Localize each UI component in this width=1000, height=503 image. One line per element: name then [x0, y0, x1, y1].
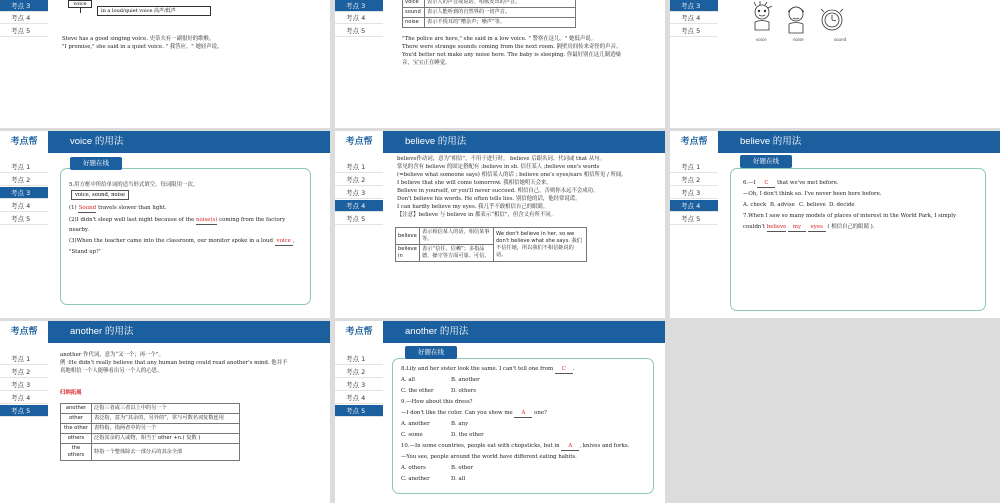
table-cell: 表特指，指两者中的另一个: [92, 424, 240, 434]
table-cell: noise: [403, 18, 425, 28]
example-line-4: 音，宝宝正在睡觉。: [402, 60, 451, 66]
sidebar: [670, 0, 718, 128]
body-line-4: I believe that she will come tomorrow. 我相信她明天会来。: [397, 180, 552, 186]
nav-item-2[interactable]: 考点 2: [670, 174, 718, 186]
example-line-1: "The police are here," she said in a low voice. " 警察在这儿。" 她低声说。: [402, 36, 597, 42]
example-line-2: There were strange sounds coming from the next room. 隔壁房间传来奇怪的声音。: [402, 44, 622, 50]
table-row: [403, 18, 576, 28]
table-row: [61, 424, 240, 434]
page-title: another 的用法: [383, 321, 665, 343]
option-b: B. advise: [770, 202, 795, 208]
text: —I don't like the color. Can you show me: [401, 410, 515, 416]
question-9: 9.—How about this dress?: [401, 399, 473, 405]
child-icon: [754, 1, 772, 30]
answer-line-3b: "Stand up!": [69, 249, 101, 255]
option-c: C. another: [401, 476, 430, 482]
table-row: [61, 414, 240, 424]
option-a: A. check: [743, 202, 767, 208]
answer-blank: believe: [767, 223, 787, 232]
question-9-reply: [401, 409, 547, 418]
table-cell: We don't believe in her, so we don't believe what she says. 我们不信任她，所以我们不相信她说的话。: [494, 228, 587, 262]
answer-blank: A: [514, 409, 532, 418]
brand-logo: 考点帮: [0, 321, 48, 343]
picture-label-noise: noise: [793, 37, 804, 42]
text: (1): [69, 205, 79, 211]
text: couldn't: [743, 224, 767, 230]
slide-another-usage: [0, 321, 330, 503]
nav-item-2[interactable]: 考点 2: [0, 174, 48, 186]
nav-item-3[interactable]: 考点 3: [335, 379, 383, 391]
table-cell: 表示相信某人的话，相信某事等。: [420, 228, 494, 245]
answer-line-1: [69, 204, 167, 213]
answer-blank: voice: [275, 237, 293, 246]
nav-item-1[interactable]: 考点 1: [335, 161, 383, 173]
text: that we've met before.: [775, 180, 839, 186]
body-line-7: I can hardly believe my eyes. 我几乎不敢相信自己的眼睛。: [397, 204, 549, 210]
slide-voice-practice: [0, 131, 330, 318]
nav-item-4[interactable]: 考点 4: [0, 392, 48, 404]
nav-item-4[interactable]: 考点 4: [335, 392, 383, 404]
question-10: [401, 442, 629, 451]
answer-blank: my: [788, 223, 806, 232]
text: ,: [292, 238, 295, 244]
text: 6.—I: [743, 180, 758, 186]
nav-item-5[interactable]: 考点 5: [335, 213, 383, 225]
concept-box-phrase: [97, 6, 211, 16]
brand-logo: 考点帮: [0, 131, 48, 153]
answer-line-2: [69, 216, 285, 225]
sidebar: [0, 353, 48, 503]
connector-line: [80, 8, 81, 13]
table-cell: 表示人的声音或说话、唱歌发出的声音。: [425, 0, 576, 8]
table-cell: another: [61, 404, 92, 414]
table-cell: the other: [61, 424, 92, 434]
option-d: D. all: [451, 476, 466, 482]
slide-another-practice: [335, 321, 665, 503]
option-d: D. decide: [829, 202, 855, 208]
option-c: C. some: [401, 432, 423, 438]
nav-item-4[interactable]: 考点 4: [670, 200, 718, 212]
text: travels slower than light.: [96, 205, 167, 211]
table-cell: sound: [403, 8, 425, 18]
question-prompt: 5.用方框中所给单词的适当形式填空。每词限用一次。: [69, 182, 199, 188]
nav-item-2[interactable]: 考点 2: [335, 366, 383, 378]
page-title: believe 的用法: [718, 131, 1000, 153]
text: 8.Lily and her sister look the same. I can't tell one from: [401, 366, 555, 372]
table-row: [396, 228, 587, 245]
example-line-1: Steve has a good singing voice. 史蒂夫有一副很好的歌喉。: [62, 36, 215, 42]
page-title: another 的用法: [48, 321, 330, 343]
sidebar: [0, 161, 48, 318]
nav-item-1[interactable]: 考点 1: [0, 353, 48, 365]
nav-item-5[interactable]: 考点 5: [670, 25, 718, 37]
nav-item-4[interactable]: 考点 4: [0, 12, 48, 24]
table-cell: the others: [61, 444, 92, 461]
nav-item-5[interactable]: 考点 5: [335, 405, 383, 417]
option-a: A. all: [401, 377, 415, 383]
practice-tag: 好题在线: [740, 155, 792, 168]
answer-blank: A: [561, 442, 579, 451]
body-line-1: another 作代词，意为“又一个；再一个”。: [60, 352, 165, 358]
alarm-clock-icon: [821, 9, 843, 30]
body-line-2: 常见的含有 believe 的固定搭配有 :believe in sb. 信任某人 ;believe one's words: [397, 164, 600, 170]
word-list: voice, sound, noise: [75, 192, 125, 198]
body-line-3: 真地相信一个人能够看出另一个人的心思。: [60, 368, 163, 374]
nav-item-3[interactable]: 考点 3: [0, 0, 48, 12]
option-c: C. the other: [401, 388, 434, 394]
sidebar: [335, 161, 383, 318]
question-7: 7.When I saw so many models of places of interest in the World Park, I simply: [743, 213, 956, 219]
concept-word: voice: [73, 1, 87, 7]
nav-item-4[interactable]: 考点 4: [0, 200, 48, 212]
page-title: voice 的用法: [48, 131, 330, 153]
body-line-1: believe作动词，意为“相信”，不用于进行时。 believe 后跟名词、代词或 that 从句。: [397, 156, 605, 162]
believe-table: [395, 227, 587, 262]
brand-logo: 考点帮: [670, 131, 718, 153]
practice-tag: 好题在线: [70, 157, 122, 170]
page-title: believe 的用法: [383, 131, 665, 153]
option-d: D. others: [451, 388, 476, 394]
question-10-reply: —You see, people around the world have different eating habits.: [401, 454, 577, 460]
option-b: B. any: [451, 421, 469, 427]
nav-item-1[interactable]: 考点 1: [335, 353, 383, 365]
nav-item-4[interactable]: 考点 4: [670, 12, 718, 24]
another-table: [60, 403, 240, 461]
answer-blank: noise(s): [196, 216, 217, 225]
concept-box-voice: [68, 0, 92, 8]
table-cell: 特指一个整体除去一部分后的其余全部: [92, 444, 240, 461]
text: ( 相信自己的眼睛 ).: [825, 224, 875, 230]
body-line-6: Don't believe his words. He often tells lies. 别信他的话，他经常说谎。: [397, 196, 581, 202]
table-row: [403, 0, 576, 8]
table-cell: 表示不悦耳的“嘈杂声；噪声”等。: [425, 18, 576, 28]
example-line-3: You'd better not make any noise here. The baby is sleeping. 你最好别在这儿制造噪: [402, 52, 621, 58]
table-cell: 表示人能听到的自然界的一切声音。: [425, 8, 576, 18]
nav-item-4[interactable]: 考点 4: [335, 12, 383, 24]
text: , knives and forks.: [579, 443, 630, 449]
nav-item-5[interactable]: 考点 5: [335, 25, 383, 37]
nav-item-3[interactable]: 考点 3: [0, 379, 48, 391]
answer-line-3: [69, 237, 294, 246]
nav-item-5[interactable]: 考点 5: [670, 213, 718, 225]
answer-blank: C: [757, 179, 775, 188]
table-row: [403, 8, 576, 18]
option-a: A. another: [401, 421, 430, 427]
table-row: [61, 434, 240, 444]
nav-item-3[interactable]: 考点 3: [335, 187, 383, 199]
answer-line-2b: nearby.: [69, 227, 89, 233]
nav-item-1[interactable]: 考点 1: [0, 161, 48, 173]
text: .: [572, 366, 575, 372]
nav-item-3[interactable]: 考点 3: [335, 0, 383, 12]
table-cell: believe in: [396, 245, 420, 262]
woman-icon: [788, 7, 804, 33]
option-d: D. the other: [451, 432, 484, 438]
answer-blank: C: [555, 365, 573, 374]
question-7-answer: [743, 223, 875, 232]
compare-table: [402, 0, 576, 28]
example-line-2: "I promise," she said in a quiet voice. " 我答应。" 她轻声说。: [62, 44, 223, 50]
nav-item-1[interactable]: 考点 1: [670, 161, 718, 173]
option-b: B. another: [451, 377, 480, 383]
body-line-2: 例 :He didn't really believe that any human being could read another's mind. 他并不: [60, 360, 288, 366]
text: coming from the factory: [217, 217, 286, 223]
table-cell: 表泛指，意为“其余的，另外的”，常与可数名词复数连用: [92, 414, 240, 424]
body-line-8: 【注意】believe 与 believe in 都表示“相信”，但含义有所不同。: [397, 212, 557, 218]
table-cell: 泛指其余的人或物，相当于 other +n.( 复数 ): [92, 434, 240, 444]
slide-voice-compare: [335, 0, 665, 128]
question-6: [743, 179, 839, 188]
option-c: C. believe: [799, 202, 826, 208]
table-cell: other: [61, 414, 92, 424]
table-cell: 表示“信任，信赖”；多指品德、操守等方面可靠、可信。: [420, 245, 494, 262]
table-cell: 泛指三者或三者以上中的另一个: [92, 404, 240, 414]
nav-item-3[interactable]: 考点 3: [670, 0, 718, 12]
nav-item-5[interactable]: 考点 5: [0, 25, 48, 37]
nav-item-2[interactable]: 考点 2: [0, 366, 48, 378]
table-row: [61, 444, 240, 461]
question-6-reply: —Oh, I don't think so. I've never been here before.: [743, 191, 882, 197]
option-b: B. other: [451, 465, 474, 471]
answer-blank: eyes: [808, 223, 826, 232]
practice-box: [392, 358, 654, 494]
nav-item-2[interactable]: 考点 2: [335, 174, 383, 186]
nav-item-3[interactable]: 考点 3: [670, 187, 718, 199]
option-a: A. others: [401, 465, 426, 471]
nav-item-5[interactable]: 考点 5: [0, 405, 48, 417]
nav-item-4[interactable]: 考点 4: [335, 200, 383, 212]
text: (3)When the teacher came into the classroom, our monitor spoke in a loud: [69, 238, 275, 244]
slide-believe-practice: [670, 131, 1000, 318]
body-line-5: Believe in yourself, or you'll never succeed. 相信自己，否则你永远不会成功。: [397, 188, 599, 194]
sidebar: [335, 353, 383, 503]
nav-item-3[interactable]: 考点 3: [0, 187, 48, 199]
concept-phrase: in a loud/quiet voice 高声/低声: [101, 8, 176, 14]
section-heading: 归纳拓展: [60, 390, 82, 396]
table-cell: voice: [403, 0, 425, 8]
brand-logo: 考点帮: [335, 131, 383, 153]
slide-voice-intro: [0, 0, 330, 128]
body-line-3: (=believe what someone says) 相信某人的话 ; believe one's eyes/ears 相信所见 / 所闻。: [397, 172, 627, 178]
practice-tag: 好题在线: [405, 346, 457, 359]
answer-blank: Sound: [78, 204, 96, 213]
text: (2)I didn't sleep well last night because of the: [69, 217, 197, 223]
sidebar: [335, 0, 383, 128]
picture-label-voice: voice: [756, 37, 767, 42]
slide-voice-pictures: [670, 0, 1000, 128]
sidebar: [670, 161, 718, 318]
sidebar: [0, 0, 48, 128]
slide-believe-usage: [335, 131, 665, 318]
table-row: [61, 404, 240, 414]
picture-label-sound: sound: [834, 37, 847, 42]
table-cell: believe: [396, 228, 420, 245]
nav-item-5[interactable]: 考点 5: [0, 213, 48, 225]
text: one?: [532, 410, 547, 416]
word-box: [71, 190, 129, 200]
table-cell: others: [61, 434, 92, 444]
brand-logo: 考点帮: [335, 321, 383, 343]
text: 10.—In some countries, people eat with chopsticks, but in: [401, 443, 562, 449]
question-8: [401, 365, 575, 374]
